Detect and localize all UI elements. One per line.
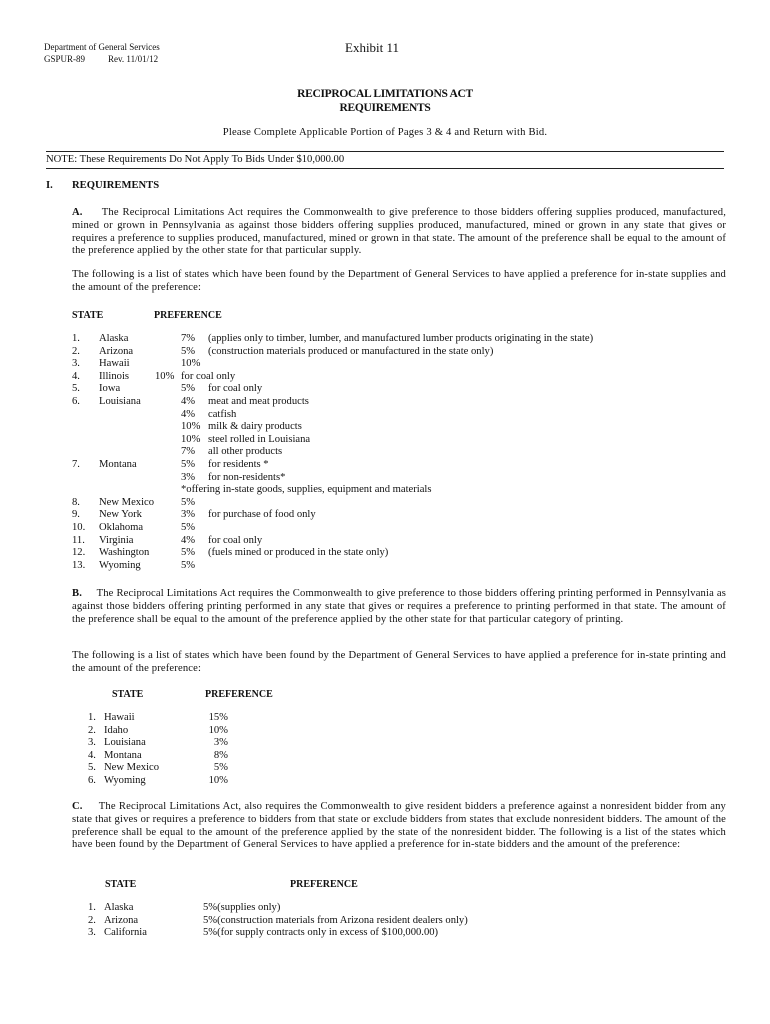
preference-note: (construction materials produced or manufactured in the state only) [208, 345, 494, 357]
state-name: Wyoming [99, 559, 141, 571]
preference-value: 8% [213, 749, 228, 761]
preference-value: 3% [213, 737, 228, 749]
row-number: 13. [72, 559, 86, 571]
part-c-col-state: STATE [105, 879, 137, 890]
preference-note: for purchase of food only [208, 509, 316, 521]
section-numeral: I. [46, 180, 53, 191]
state-name: Virginia [99, 534, 134, 546]
preference-value: 10% [208, 724, 228, 736]
part-c-col-preference: PREFERENCE [290, 879, 358, 890]
part-a-label: A. [72, 207, 83, 218]
row-number: 4. [88, 749, 96, 761]
row-number: 3. [88, 737, 96, 749]
preference-note: milk & dairy products [208, 421, 302, 433]
row-number: 4. [72, 370, 80, 382]
part-c-text: The Reciprocal Limitations Act, also requires the Commonwealth to give resident bidders a preference against a nonresident bidder from any state that gives or requires a preference to bidders from that state or exclude bidders from states that exclude nonresident bidders. The amount of the preference shall be equal to the amount of the preference applied by the state of the nonresident bidder. The following is a list of the states which have been found by the Department of General Services to have applied a preference for in-state bidders and the amount of the preference: [72, 801, 726, 851]
preference-note: all other products [208, 446, 283, 458]
row-number: 3. [72, 358, 80, 370]
row-number: 3. [88, 927, 96, 939]
preference-value: 5%(supplies only) [203, 902, 281, 913]
state-name: Washington [99, 547, 150, 559]
row-number: 6. [88, 775, 96, 786]
state-name: Idaho [104, 724, 129, 736]
row-number: 12. [72, 547, 86, 559]
preference-value: 7% [181, 333, 196, 344]
bottom-rule [46, 168, 724, 169]
preference-value: 10% [208, 775, 228, 786]
state-name: Arizona [99, 345, 134, 357]
preference-value: 4% [181, 396, 196, 407]
return-instruction: Please Complete Applicable Portion of Pages 3 & 4 and Return with Bid. [222, 127, 548, 138]
part-a-col-state: STATE [72, 310, 104, 321]
preference-note: for residents * [208, 459, 269, 470]
row-number: 1. [88, 902, 96, 913]
note-text: NOTE: These Requirements Do Not Apply To Bids Under $10,000.00 [46, 154, 345, 165]
part-a-text: The Reciprocal Limitations Act requires the Commonwealth to give preference to those bidders offering supplies produced, manufactured, mined or grown in Pennsylvania as against those bidders offering supplies produced, manufactured, mined or grown in any state that gives or requires a preference to supplies produced, manufactured, mined or grown in that state. The amount of the preference shall be equal to the amount of the preference applied by the other state for that particular supply. [72, 207, 726, 257]
preference-value: 15% [208, 712, 228, 723]
part-a-col-preference: PREFERENCE [154, 310, 222, 321]
preference-note: for coal only [208, 534, 263, 546]
preference-note: (applies only to timber, lumber, and manufactured lumber products originating in the state) [208, 333, 594, 344]
state-name: New Mexico [99, 496, 155, 508]
row-number: 5. [72, 383, 80, 395]
row-number: 2. [72, 345, 80, 357]
state-name: Montana [104, 749, 142, 761]
state-name: Louisiana [99, 396, 141, 407]
preference-value: 10% [181, 421, 201, 433]
state-name: Hawaii [104, 712, 135, 723]
preference-value: 10% [155, 370, 175, 382]
row-number: 1. [88, 712, 96, 723]
preference-value: 5%(construction materials from Arizona resident dealers only) [203, 914, 468, 926]
preference-value: 5% [181, 522, 196, 533]
preference-value: 4% [181, 408, 196, 420]
part-b-paragraph [72, 588, 726, 626]
row-number: 5. [88, 762, 96, 774]
preference-value: 3% [181, 509, 196, 521]
part-b-col-state: STATE [112, 689, 144, 700]
state-name: Oklahoma [99, 522, 144, 533]
row-number: 7. [72, 459, 80, 470]
row-number: 9. [72, 509, 80, 521]
part-b-col-preference: PREFERENCE [205, 689, 273, 700]
row-number: 6. [72, 396, 80, 407]
preference-value: 5% [181, 496, 196, 508]
row-number: 8. [72, 496, 80, 508]
state-name: Alaska [99, 333, 129, 344]
preference-value: *offering in-state goods, supplies, equipment and materials [181, 484, 432, 496]
preference-value: 5% [181, 345, 196, 357]
revision-date: Rev. 11/01/12 [108, 54, 159, 64]
preference-value: 4% [181, 534, 196, 546]
state-name: Wyoming [104, 775, 146, 786]
top-rule [46, 151, 724, 152]
preference-value: 3% [181, 471, 196, 483]
preference-value: 5% [181, 547, 196, 559]
state-name: New Mexico [104, 762, 160, 774]
preference-note: (fuels mined or produced in the state only) [208, 547, 389, 559]
preference-note: for non-residents* [208, 471, 286, 483]
part-b-label: B. [72, 588, 83, 599]
row-number: 2. [88, 914, 96, 926]
preference-value: 10% [181, 433, 201, 445]
preference-value: 5% [181, 559, 196, 571]
preference-note: catfish [208, 408, 237, 420]
row-number: 2. [88, 724, 96, 736]
preference-note: for coal only [181, 370, 236, 382]
document-title: RECIPROCAL LIMITATIONS ACT [297, 88, 473, 100]
preference-value: 7% [181, 446, 196, 458]
part-b-list-intro: The following is a list of states which have been found by the Department of General Services to have applied a preference for in-state printing and the amount of the preference: [72, 650, 726, 674]
part-a-paragraph [72, 207, 726, 258]
preference-value: 5%(for supply contracts only in excess of $100,000.00) [203, 927, 439, 939]
state-name: Montana [99, 459, 137, 470]
form-number: GSPUR-89 [44, 54, 86, 64]
row-number: 11. [72, 534, 85, 546]
preference-value: 5% [181, 459, 196, 470]
preference-value: 5% [213, 762, 228, 774]
part-b-text: The Reciprocal Limitations Act requires the Commonwealth to give preference to those bidders offering printing performed in Pennsylvania as against those bidders offering printing performed in any state that gives or requires a preference to printing performed in that state. The amount of the preference shall be equal to the amount of the preference applied by the other state for that particular category of printing. [72, 588, 726, 625]
row-number: 1. [72, 333, 80, 344]
part-c-paragraph [72, 801, 726, 852]
state-name: Iowa [99, 383, 121, 395]
state-name: California [104, 927, 147, 939]
preference-value: 10% [181, 358, 201, 370]
part-c-label: C. [72, 801, 83, 812]
part-a-list-intro: The following is a list of states which have been found by the Department of General Services to have applied a preference for in-state supplies and the amount of the preference: [72, 269, 726, 293]
state-name: Hawaii [99, 358, 130, 370]
state-name: Illinois [99, 370, 130, 382]
exhibit-label: Exhibit 11 [345, 40, 400, 55]
preference-value: 5% [181, 383, 196, 395]
row-number: 10. [72, 522, 86, 533]
state-name: Louisiana [104, 737, 146, 749]
department-name: Department of General Services [44, 42, 160, 52]
preference-note: for coal only [208, 383, 263, 395]
state-name: Arizona [104, 914, 139, 926]
preference-note: meat and meat products [208, 396, 309, 407]
preference-note: steel rolled in Louisiana [208, 433, 311, 445]
state-name: New York [99, 509, 142, 521]
section-heading: REQUIREMENTS [72, 180, 160, 191]
state-name: Alaska [104, 902, 134, 913]
document-subtitle: REQUIREMENTS [339, 102, 431, 114]
